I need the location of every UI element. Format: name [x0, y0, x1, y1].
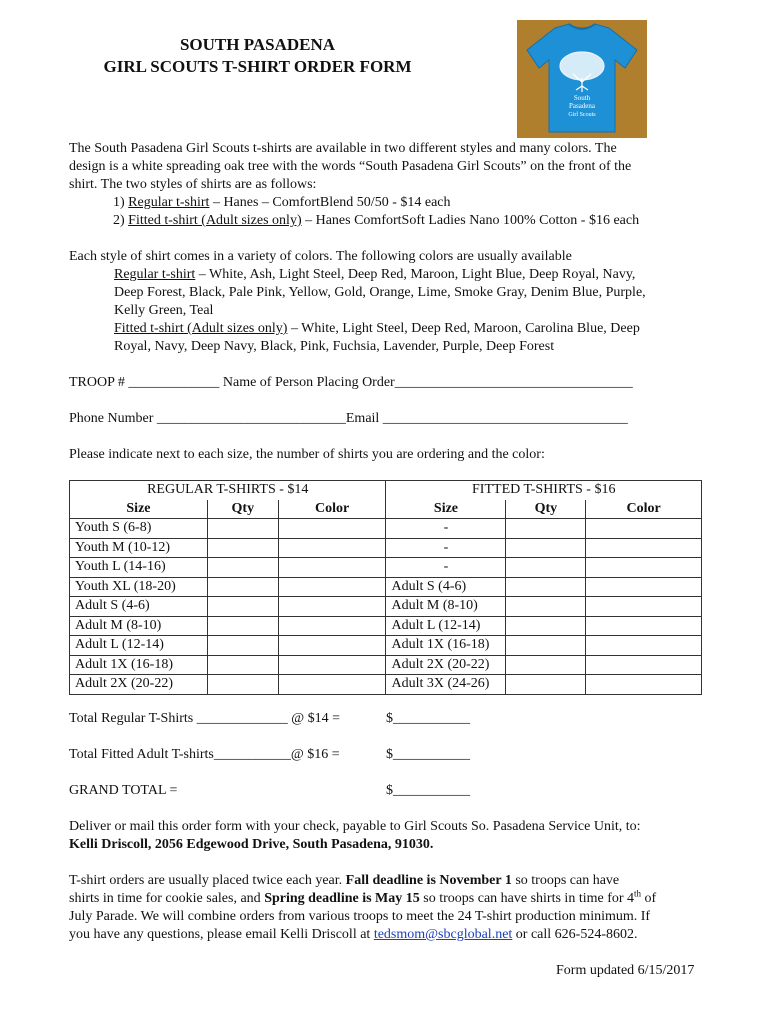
table-row [70, 675, 702, 695]
fitted-size-cell: Adult M (8-10) [386, 597, 506, 617]
fitted-qty-cell[interactable] [506, 538, 586, 558]
regular-style-label: Regular t-shirt [128, 195, 210, 210]
fitted-color-cell[interactable] [586, 636, 702, 656]
table-row [70, 538, 702, 558]
fitted-color-cell[interactable] [586, 597, 702, 617]
fitted-colors-2: Royal, Navy, Deep Navy, Black, Pink, Fuchsia, Lavender, Purple, Deep Forest [114, 339, 555, 354]
regular-size-cell: Adult S (4-6) [70, 597, 208, 617]
regular-qty-cell[interactable] [207, 655, 278, 675]
intro-line-1: The South Pasadena Girl Scouts t-shirts are available in two different styles and many colors. The [69, 141, 617, 156]
form-title [60, 34, 455, 78]
regular-colors-2: Deep Forest, Black, Pale Pink, Yellow, Gold, Orange, Lime, Smoke Gray, Denim Blue, Purple, [114, 285, 646, 300]
form-updated-date: Form updated 6/15/2017 [556, 963, 695, 978]
shirt-text-2: Pasadena [568, 102, 596, 110]
regular-color-header: Color [278, 500, 386, 519]
phone-email-field[interactable]: Phone Number ___________________________Email ___________________________________ [69, 411, 628, 426]
fitted-color-cell[interactable] [586, 519, 702, 539]
regular-color-cell[interactable] [278, 655, 386, 675]
shirt-text-3: Girl Scouts [568, 112, 596, 118]
contact-email-link[interactable]: tedsmom@sbcglobal.net [373, 927, 513, 942]
fitted-size-header: Size [386, 500, 506, 519]
fitted-size-cell: Adult 2X (20-22) [386, 655, 506, 675]
regular-size-cell: Youth M (10-12) [70, 538, 208, 558]
fitted-qty-cell[interactable] [506, 675, 586, 695]
fall-deadline: Fall deadline is November 1 [345, 873, 512, 888]
title-line-2: GIRL SCOUTS T-SHIRT ORDER FORM [103, 57, 412, 76]
table-row [70, 636, 702, 656]
table-row [70, 519, 702, 539]
regular-qty-cell[interactable] [207, 616, 278, 636]
total-regular-label[interactable]: Total Regular T-Shirts _____________ @ $14 = [69, 711, 341, 726]
regular-size-cell: Youth XL (18-20) [70, 577, 208, 597]
tshirt-photo [517, 20, 647, 138]
regular-qty-header: Qty [207, 500, 278, 519]
intro-line-2: design is a white spreading oak tree with the words “South Pasadena Girl Scouts” on the front of the [69, 159, 632, 174]
regular-color-cell[interactable] [278, 558, 386, 578]
regular-size-cell: Adult 1X (16-18) [70, 655, 208, 675]
fitted-qty-cell[interactable] [506, 577, 586, 597]
fitted-color-cell[interactable] [586, 538, 702, 558]
regular-color-cell[interactable] [278, 636, 386, 656]
table-row [70, 558, 702, 578]
shirt-text-1: South [573, 94, 591, 102]
fitted-qty-cell[interactable] [506, 597, 586, 617]
regular-color-cell[interactable] [278, 538, 386, 558]
regular-size-cell: Adult 2X (20-22) [70, 675, 208, 695]
style-item-1: 1) Regular t-shirt – Hanes – ComfortBlend 50/50 - $14 each [113, 195, 451, 210]
fitted-size-cell: Adult S (4-6) [386, 577, 506, 597]
total-fitted-amount[interactable]: $___________ [386, 747, 470, 762]
fitted-size-cell: Adult L (12-14) [386, 616, 506, 636]
fitted-color-cell[interactable] [586, 577, 702, 597]
deadline-line-4: you have any questions, please email Kelli Driscoll at tedsmom@sbcglobal.net or call 626-524-8602. [69, 927, 638, 942]
regular-qty-cell[interactable] [207, 519, 278, 539]
fitted-color-cell[interactable] [586, 655, 702, 675]
regular-qty-cell[interactable] [207, 597, 278, 617]
regular-color-cell[interactable] [278, 616, 386, 636]
intro-line-3: shirt. The two styles of shirts are as follows: [69, 177, 317, 192]
table-instruction: Please indicate next to each size, the number of shirts you are ordering and the color: [69, 447, 545, 462]
fitted-color-cell[interactable] [586, 558, 702, 578]
regular-qty-cell[interactable] [207, 675, 278, 695]
regular-qty-cell[interactable] [207, 558, 278, 578]
troop-name-field[interactable]: TROOP # _____________ Name of Person Placing Order__________________________________ [69, 375, 633, 390]
regular-size-cell: Adult M (8-10) [70, 616, 208, 636]
fitted-colors-1: Fitted t-shirt (Adult sizes only) – White, Light Steel, Deep Red, Maroon, Carolina Blue, Deep [114, 321, 640, 336]
regular-size-header: Size [70, 500, 208, 519]
regular-color-cell[interactable] [278, 675, 386, 695]
grand-total-label: GRAND TOTAL = [69, 783, 178, 798]
regular-size-cell: Youth L (14-16) [70, 558, 208, 578]
deadline-line-1: T-shirt orders are usually placed twice each year. Fall deadline is November 1 so troops can have [69, 873, 620, 888]
regular-color-cell[interactable] [278, 577, 386, 597]
table-row [70, 655, 702, 675]
regular-colors-3: Kelly Green, Teal [114, 303, 214, 318]
grand-total-amount[interactable]: $___________ [386, 783, 470, 798]
delivery-address: Kelli Driscoll, 2056 Edgewood Drive, South Pasadena, 91030. [69, 837, 434, 852]
fitted-size-cell: - [386, 558, 506, 578]
regular-qty-cell[interactable] [207, 577, 278, 597]
total-regular-amount[interactable]: $___________ [386, 711, 470, 726]
colors-intro: Each style of shirt comes in a variety of colors. The following colors are usually available [69, 249, 572, 264]
fitted-qty-cell[interactable] [506, 519, 586, 539]
order-table [69, 480, 702, 695]
fitted-size-cell: Adult 1X (16-18) [386, 636, 506, 656]
fitted-qty-header: Qty [506, 500, 586, 519]
delivery-instructions: Deliver or mail this order form with your check, payable to Girl Scouts So. Pasadena Service Unit, to: [69, 819, 641, 834]
deadline-line-3: July Parade. We will combine orders from various troops to meet the 24 T-shirt production minimum. If [69, 909, 651, 924]
fitted-color-cell[interactable] [586, 675, 702, 695]
fitted-color-cell[interactable] [586, 616, 702, 636]
regular-qty-cell[interactable] [207, 538, 278, 558]
spring-deadline: Spring deadline is May 15 [264, 891, 420, 906]
fitted-color-header: Color [586, 500, 702, 519]
regular-qty-cell[interactable] [207, 636, 278, 656]
regular-color-cell[interactable] [278, 519, 386, 539]
total-fitted-label[interactable]: Total Fitted Adult T-shirts___________@ $16 = [69, 747, 340, 762]
title-line-1: SOUTH PASADENA [179, 35, 336, 54]
regular-size-cell: Adult L (12-14) [70, 636, 208, 656]
fitted-qty-cell[interactable] [506, 616, 586, 636]
table-row [70, 616, 702, 636]
fitted-qty-cell[interactable] [506, 558, 586, 578]
fitted-size-cell: - [386, 538, 506, 558]
fitted-size-cell: Adult 3X (24-26) [386, 675, 506, 695]
regular-color-cell[interactable] [278, 597, 386, 617]
regular-colors-1: Regular t-shirt – White, Ash, Light Steel, Deep Red, Maroon, Light Blue, Deep Royal, Navy, [114, 267, 636, 282]
fitted-size-cell: - [386, 519, 506, 539]
style-item-2: 2) Fitted t-shirt (Adult sizes only) – Hanes ComfortSoft Ladies Nano 100% Cotton - $16 each [113, 213, 640, 228]
fitted-table-title: FITTED T-SHIRTS - $16 [386, 481, 702, 500]
fitted-qty-cell[interactable] [506, 655, 586, 675]
table-row [70, 577, 702, 597]
deadline-line-2: shirts in time for cookie sales, and Spring deadline is May 15 so troops can have shirts in time for 4th of [69, 888, 657, 906]
table-row [70, 597, 702, 617]
regular-table-title: REGULAR T-SHIRTS - $14 [70, 481, 386, 500]
regular-size-cell: Youth S (6-8) [70, 519, 208, 539]
fitted-style-label: Fitted t-shirt (Adult sizes only) [128, 213, 302, 228]
fitted-qty-cell[interactable] [506, 636, 586, 656]
